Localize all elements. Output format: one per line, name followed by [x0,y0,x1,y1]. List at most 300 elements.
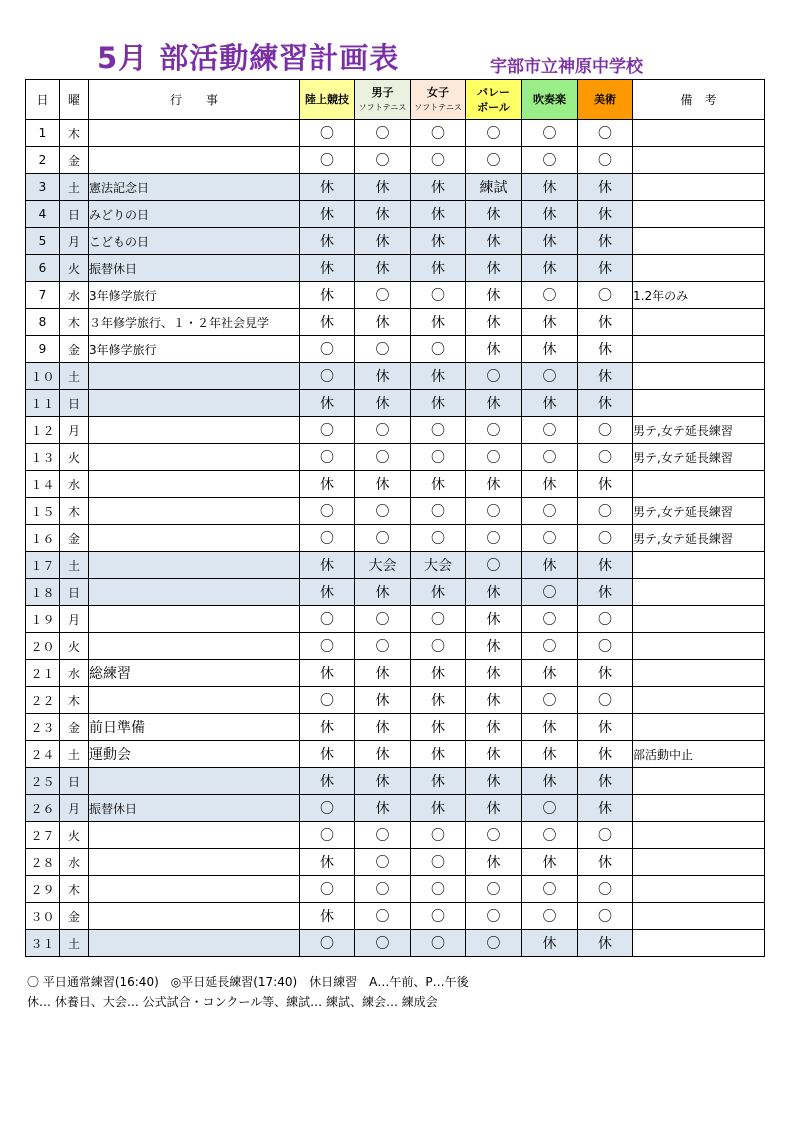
practice-cell: 休 [522,228,578,255]
weekday-cell: 水 [60,660,89,687]
event-cell: 憲法記念日 [89,174,300,201]
table-row [26,714,765,741]
notes-cell [633,714,765,741]
event-cell [89,606,300,633]
practice-cell: 休 [300,201,355,228]
event-cell: 振替休日 [89,255,300,282]
notes-cell [633,147,765,174]
club-name: 女子 [427,85,449,99]
day-cell: ２７ [26,822,60,849]
practice-cell: 休 [355,660,411,687]
practice-cell: 〇 [355,903,411,930]
practice-cell: 〇 [466,498,522,525]
event-cell [89,417,300,444]
practice-cell: 休 [411,228,466,255]
event-cell [89,849,300,876]
practice-cell: 休 [578,660,633,687]
practice-cell: 休 [355,795,411,822]
day-cell: ３１ [26,930,60,957]
notes-cell [633,822,765,849]
practice-cell: 〇 [300,822,355,849]
school-name: 宇部市立神原中学校 [490,57,643,77]
weekday-header: 曜 [60,80,89,120]
weekday-cell: 金 [60,147,89,174]
club-sub: ソフトテニス [414,102,462,112]
event-cell [89,822,300,849]
event-cell: ３年修学旅行、１・２年社会見学 [89,309,300,336]
practice-cell: 休 [300,768,355,795]
practice-cell: 休 [466,579,522,606]
practice-cell: 休 [466,633,522,660]
practice-cell: 休 [578,552,633,579]
practice-cell: 休 [300,552,355,579]
practice-cell: 〇 [355,417,411,444]
day-cell: １８ [26,579,60,606]
practice-cell: 〇 [355,147,411,174]
event-cell [89,930,300,957]
practice-cell: 休 [355,363,411,390]
practice-cell: 休 [578,228,633,255]
practice-cell: 〇 [300,930,355,957]
table-row [26,363,765,390]
practice-cell: 〇 [355,525,411,552]
notes-cell [633,390,765,417]
practice-cell: 〇 [578,417,633,444]
practice-cell: 〇 [522,876,578,903]
practice-cell: 〇 [411,849,466,876]
event-cell: 運動会 [89,741,300,768]
practice-cell: 休 [578,471,633,498]
practice-cell: 休 [355,309,411,336]
notes-cell: 男テ,女テ延長練習 [633,525,765,552]
weekday-cell: 火 [60,444,89,471]
day-cell: １９ [26,606,60,633]
practice-cell: 休 [466,282,522,309]
notes-cell [633,471,765,498]
practice-cell: 〇 [355,120,411,147]
weekday-cell: 土 [60,174,89,201]
practice-cell: 休 [411,255,466,282]
practice-cell: 〇 [300,633,355,660]
practice-cell: 〇 [355,336,411,363]
practice-cell: 休 [578,579,633,606]
practice-cell: 〇 [578,903,633,930]
day-cell: 9 [26,336,60,363]
practice-cell: 〇 [300,363,355,390]
event-cell [89,363,300,390]
legend-line-2: 休… 休養日、大会… 公式試合・コンクール等、練試… 練試、練会… 練成会 [27,995,438,1009]
day-cell: １７ [26,552,60,579]
notes-cell [633,633,765,660]
practice-cell: 〇 [578,282,633,309]
table-row [26,498,765,525]
weekday-cell: 金 [60,714,89,741]
club-header-volleyball [466,80,522,120]
weekday-cell: 木 [60,876,89,903]
page-title: 5月 部活動練習計画表 [97,41,400,75]
weekday-cell: 火 [60,633,89,660]
practice-cell: 休 [411,579,466,606]
notes-cell [633,336,765,363]
weekday-cell: 金 [60,903,89,930]
event-cell: みどりの日 [89,201,300,228]
practice-cell: 〇 [355,876,411,903]
practice-cell: 〇 [300,120,355,147]
event-cell [89,390,300,417]
weekday-cell: 水 [60,471,89,498]
practice-cell: 休 [578,795,633,822]
practice-cell: 練試 [466,174,522,201]
practice-cell: 休 [355,471,411,498]
practice-cell: 〇 [355,849,411,876]
practice-cell: 休 [578,255,633,282]
practice-cell: 休 [355,255,411,282]
practice-cell: 休 [300,390,355,417]
practice-cell: 〇 [522,633,578,660]
practice-cell: 休 [300,714,355,741]
notes-cell [633,606,765,633]
practice-cell: 休 [466,768,522,795]
practice-cell: 〇 [578,687,633,714]
practice-cell: 〇 [466,903,522,930]
practice-cell: 休 [355,579,411,606]
weekday-cell: 火 [60,255,89,282]
practice-cell: 休 [578,849,633,876]
weekday-cell: 土 [60,552,89,579]
weekday-cell: 月 [60,417,89,444]
practice-cell: 休 [466,687,522,714]
practice-cell: 〇 [522,147,578,174]
club-name: 陸上競技 [305,93,349,106]
event-cell [89,579,300,606]
notes-cell: 男テ,女テ延長練習 [633,498,765,525]
practice-cell: 休 [578,336,633,363]
day-cell: 3 [26,174,60,201]
practice-cell: 休 [522,309,578,336]
practice-cell: 〇 [355,822,411,849]
weekday-cell: 水 [60,282,89,309]
practice-cell: 休 [411,714,466,741]
event-cell [89,498,300,525]
day-cell: ２１ [26,660,60,687]
practice-cell: 休 [522,741,578,768]
practice-cell: 〇 [300,525,355,552]
table-row [26,903,765,930]
practice-cell: 〇 [300,444,355,471]
table-row [26,579,765,606]
table-row [26,687,765,714]
practice-cell: 休 [466,309,522,336]
practice-cell: 〇 [466,147,522,174]
table-row [26,930,765,957]
notes-cell: 男テ,女テ延長練習 [633,444,765,471]
practice-cell: 休 [300,741,355,768]
day-cell: １２ [26,417,60,444]
practice-cell: 休 [466,714,522,741]
notes-cell: 部活動中止 [633,741,765,768]
table-row [26,336,765,363]
table-row [26,822,765,849]
practice-cell: 〇 [411,444,466,471]
notes-cell [633,768,765,795]
practice-cell: 休 [300,471,355,498]
day-cell: 6 [26,255,60,282]
practice-cell: 大会 [355,552,411,579]
practice-cell: 〇 [522,579,578,606]
practice-cell: 休 [578,741,633,768]
day-cell: 4 [26,201,60,228]
day-cell: １０ [26,363,60,390]
practice-cell: 〇 [522,903,578,930]
notes-cell [633,552,765,579]
practice-cell: 休 [466,201,522,228]
practice-cell: 〇 [300,336,355,363]
practice-cell: 休 [355,174,411,201]
notes-cell [633,255,765,282]
practice-cell: 〇 [578,120,633,147]
practice-cell: 休 [522,201,578,228]
practice-cell: 〇 [578,822,633,849]
weekday-cell: 日 [60,579,89,606]
practice-cell: 休 [411,201,466,228]
practice-cell: 〇 [466,444,522,471]
table-row [26,147,765,174]
practice-cell: 〇 [300,498,355,525]
practice-cell: 休 [578,363,633,390]
day-cell: １６ [26,525,60,552]
day-cell: １４ [26,471,60,498]
practice-cell: 休 [522,768,578,795]
practice-cell: 休 [522,390,578,417]
weekday-cell: 日 [60,768,89,795]
practice-cell: 〇 [578,876,633,903]
practice-cell: 〇 [355,444,411,471]
practice-cell: 〇 [300,417,355,444]
practice-cell: 〇 [466,552,522,579]
practice-cell: 休 [522,660,578,687]
practice-cell: 休 [355,228,411,255]
day-cell: ２３ [26,714,60,741]
weekday-cell: 水 [60,849,89,876]
club-sub: ソフトテニス [358,102,407,112]
practice-cell: 〇 [466,930,522,957]
table-row [26,228,765,255]
practice-cell: 休 [466,660,522,687]
club-name: 男子 [371,85,394,99]
practice-cell: 〇 [355,633,411,660]
practice-cell: 休 [355,201,411,228]
day-cell: ２６ [26,795,60,822]
notes-cell [633,795,765,822]
practice-cell: 休 [411,309,466,336]
practice-cell: 休 [578,174,633,201]
day-cell: ２９ [26,876,60,903]
day-cell: １３ [26,444,60,471]
practice-cell: 休 [466,741,522,768]
event-cell [89,876,300,903]
notes-cell [633,228,765,255]
practice-cell: 休 [300,309,355,336]
practice-cell: 休 [578,714,633,741]
practice-cell: 休 [578,201,633,228]
practice-cell: 〇 [466,876,522,903]
day-cell: 2 [26,147,60,174]
practice-cell: 休 [466,795,522,822]
practice-cell: 休 [578,390,633,417]
practice-cell: 〇 [522,606,578,633]
day-cell: 8 [26,309,60,336]
practice-cell: 休 [466,228,522,255]
table-row [26,282,765,309]
notes-cell [633,876,765,903]
practice-cell: 〇 [522,525,578,552]
practice-cell: 休 [578,309,633,336]
practice-cell: 〇 [466,525,522,552]
practice-cell: 〇 [578,147,633,174]
day-header: 日 [26,80,60,120]
practice-cell: 〇 [411,633,466,660]
practice-cell: 休 [355,390,411,417]
day-cell: ２５ [26,768,60,795]
event-cell [89,633,300,660]
table-row [26,255,765,282]
event-header: 行 事 [89,80,300,120]
practice-cell: 休 [578,930,633,957]
practice-cell: 休 [522,471,578,498]
practice-cell: 休 [300,255,355,282]
practice-cell: 休 [355,741,411,768]
notes-cell [633,363,765,390]
practice-schedule-table [25,79,765,957]
event-cell [89,147,300,174]
practice-cell: 休 [522,714,578,741]
practice-cell: 〇 [411,498,466,525]
legend-line-1: 〇 平日通常練習(16:40) ◎平日延長練習(17:40) 休日練習 A…午前、P…午後 [27,975,469,989]
table-row [26,201,765,228]
practice-cell: 休 [411,768,466,795]
practice-cell: 休 [411,795,466,822]
practice-cell: 〇 [466,120,522,147]
practice-cell: 〇 [411,120,466,147]
practice-cell: 〇 [355,498,411,525]
event-cell: 3年修学旅行 [89,282,300,309]
club-header-boys-tennis [355,80,411,120]
practice-cell: 〇 [522,687,578,714]
weekday-cell: 木 [60,120,89,147]
weekday-cell: 土 [60,930,89,957]
weekday-cell: 土 [60,741,89,768]
table-row [26,795,765,822]
practice-cell: 〇 [411,417,466,444]
day-cell: ３０ [26,903,60,930]
day-cell: ２８ [26,849,60,876]
practice-cell: 休 [466,390,522,417]
club-header-brass-band [522,80,578,120]
practice-cell: 休 [411,174,466,201]
practice-cell: 〇 [411,606,466,633]
practice-cell: 休 [466,849,522,876]
practice-cell: 休 [466,606,522,633]
practice-cell: 〇 [522,498,578,525]
day-cell: 1 [26,120,60,147]
practice-cell: 休 [411,741,466,768]
practice-cell: 〇 [522,120,578,147]
table-row [26,633,765,660]
practice-cell: 〇 [300,876,355,903]
table-row [26,741,765,768]
table-row [26,174,765,201]
table-row [26,876,765,903]
practice-cell: 休 [466,255,522,282]
notes-header: 備 考 [633,80,765,120]
club-header-art [578,80,633,120]
practice-cell: 〇 [522,363,578,390]
event-cell: 3年修学旅行 [89,336,300,363]
table-row [26,660,765,687]
practice-cell: 〇 [355,930,411,957]
club-name: 美術 [594,93,616,106]
weekday-cell: 木 [60,498,89,525]
event-cell: こどもの日 [89,228,300,255]
practice-cell: 〇 [355,606,411,633]
club-header-track [300,80,355,120]
practice-cell: 〇 [466,363,522,390]
table-row [26,606,765,633]
weekday-cell: 日 [60,390,89,417]
practice-cell: 〇 [578,633,633,660]
table-row [26,417,765,444]
notes-cell [633,309,765,336]
club-header-girls-tennis [411,80,466,120]
practice-cell: 〇 [411,336,466,363]
day-cell: １１ [26,390,60,417]
weekday-cell: 木 [60,309,89,336]
day-cell: ２４ [26,741,60,768]
practice-cell: 休 [522,930,578,957]
practice-cell: 休 [466,471,522,498]
table-row [26,390,765,417]
practice-cell: 〇 [411,525,466,552]
table-row [26,525,765,552]
practice-cell: 〇 [466,822,522,849]
notes-cell [633,660,765,687]
notes-cell [633,201,765,228]
notes-cell [633,174,765,201]
event-cell [89,120,300,147]
notes-cell [633,930,765,957]
practice-cell: 休 [300,660,355,687]
practice-cell: 休 [300,849,355,876]
weekday-cell: 月 [60,606,89,633]
event-cell [89,687,300,714]
practice-cell: 〇 [300,606,355,633]
practice-cell: 休 [300,903,355,930]
event-cell: 振替休日 [89,795,300,822]
weekday-cell: 月 [60,228,89,255]
practice-cell: 〇 [411,876,466,903]
table-row [26,444,765,471]
weekday-cell: 月 [60,795,89,822]
practice-cell: 休 [522,552,578,579]
practice-cell: 休 [355,714,411,741]
practice-cell: 休 [411,471,466,498]
event-cell [89,471,300,498]
practice-cell: 〇 [522,417,578,444]
table-row [26,471,765,498]
practice-cell: 〇 [522,795,578,822]
practice-cell: 休 [300,282,355,309]
practice-cell: 休 [355,687,411,714]
